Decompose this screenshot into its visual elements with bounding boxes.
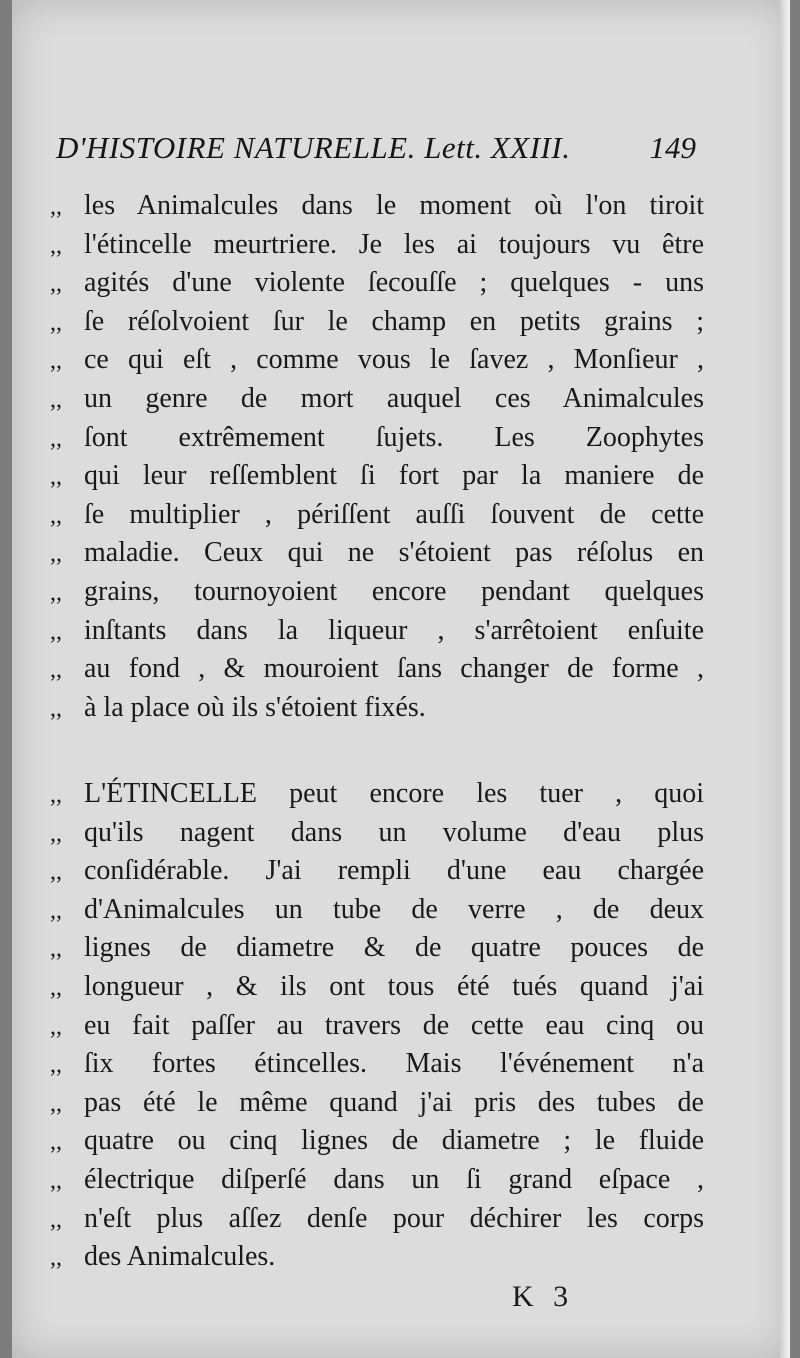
line-text: ſe multiplier , périſſent auſſi ſouvent de cette [84, 498, 704, 530]
quote-mark: ,, [50, 541, 62, 568]
line-text: conſidérable. J'ai rempli d'une eau chargée [84, 855, 704, 887]
line-text: quatre ou cinq lignes de diametre ; le fluide [84, 1125, 704, 1157]
line-text: agités d'une violente ſecouſſe ; quelques - uns [84, 267, 704, 299]
quote-mark: ,, [50, 1245, 62, 1272]
line-text: longueur , & ils ont tous été tués quand j'ai [84, 971, 704, 1002]
quote-mark: ,, [50, 194, 62, 220]
text-line [50, 190, 704, 228]
line-text: maladie. Ceux qui ne s'étoient pas réſolus en [84, 537, 704, 569]
quote-mark: ,, [50, 1052, 62, 1079]
running-header [56, 130, 696, 170]
quote-mark: ,, [50, 502, 62, 529]
line-text: eu fait paſſer au travers de cette eau cinq ou [84, 1009, 704, 1041]
text-line [50, 1203, 704, 1241]
text-line [50, 1010, 704, 1048]
text-line [50, 817, 704, 855]
text-line [50, 422, 704, 460]
quote-mark: ,, [50, 1129, 62, 1156]
quote-mark: ,, [50, 1090, 62, 1117]
line-text: qu'ils nagent dans un volume d'eau plus [84, 816, 704, 848]
line-text: ſix fortes étincelles. Mais l'événement n'a [84, 1048, 704, 1080]
text-line [50, 306, 704, 344]
line-text: les Animalcules dans le moment où l'on tiroit [84, 190, 704, 221]
text-line [50, 1125, 704, 1163]
quote-mark: ,, [50, 859, 62, 886]
text-line [50, 267, 704, 305]
line-text: électrique diſperſé dans un ſi grand eſpace , [84, 1164, 704, 1195]
line-text: ſont extrêmement ſujets. Les Zoophytes [84, 421, 704, 453]
quote-mark: ,, [50, 618, 62, 645]
quote-mark: ,, [50, 425, 62, 452]
paragraph-lead-word: L'ÉTINCELLE [84, 778, 257, 809]
text-line [50, 344, 704, 382]
line-text: ce qui eſt , comme vous le ſavez , Monſieur , [84, 344, 704, 376]
text-line [50, 971, 704, 1009]
text-line [50, 932, 704, 970]
quote-mark: ,, [50, 897, 62, 924]
quote-mark: ,, [50, 309, 62, 336]
text-line [50, 1241, 704, 1279]
text-line [50, 615, 704, 653]
page-number: 149 [649, 130, 696, 165]
quote-mark: ,, [50, 1013, 62, 1040]
quote-mark: ,, [50, 975, 62, 1001]
line-text-rest: peut encore les tuer , quoi [257, 778, 704, 809]
text-line [50, 1087, 704, 1125]
quote-mark: ,, [50, 580, 62, 606]
quote-mark: ,, [50, 820, 62, 847]
line-text: n'eſt plus aſſez denſe pour déchirer les corps [84, 1202, 704, 1234]
quote-mark: ,, [50, 348, 62, 375]
page-edge [780, 0, 790, 1358]
quote-mark: ,, [50, 464, 62, 491]
quote-mark: ,, [50, 695, 62, 722]
signature-mark: K 3 [512, 1280, 575, 1313]
running-title: D'HISTOIRE NATURELLE. Lett. XXIII. [56, 130, 571, 165]
text-line [50, 383, 704, 421]
text-line [50, 460, 704, 498]
text-line [50, 692, 704, 730]
quote-mark: ,, [50, 1206, 62, 1233]
quote-mark: ,, [50, 232, 62, 259]
text-line [50, 1048, 704, 1086]
text-line [50, 855, 704, 893]
text-line [50, 778, 704, 816]
quote-mark: ,, [50, 387, 62, 413]
quote-mark: ,, [50, 1168, 62, 1194]
line-text: lignes de diametre & de quatre pouces de [84, 932, 704, 964]
line-text: grains, tournoyoient encore pendant quelques [84, 576, 704, 607]
text-line [50, 576, 704, 614]
line-text [84, 778, 704, 810]
line-text: des Animalcules. [84, 1241, 276, 1273]
text-line [50, 894, 704, 932]
line-text: au fond , & mouroient ſans changer de forme , [84, 653, 704, 685]
quote-mark: ,, [50, 271, 62, 298]
line-text: pas été le même quand j'ai pris des tubes de [84, 1086, 704, 1118]
quote-mark: ,, [50, 782, 62, 808]
line-text: ſe réſolvoient ſur le champ en petits grains ; [84, 305, 704, 337]
text-line [50, 229, 704, 267]
line-text: qui leur reſſemblent ſi fort par la maniere de [84, 460, 704, 492]
quote-mark: ,, [50, 936, 62, 963]
line-text: l'étincelle meurtriere. Je les ai toujours vu être [84, 228, 704, 260]
text-line [50, 1164, 704, 1202]
line-text: à la place où ils s'étoient fixés. [84, 691, 426, 723]
line-text: un genre de mort auquel ces Animalcules [84, 383, 704, 414]
book-page [12, 0, 790, 1358]
text-line [50, 653, 704, 691]
text-line [50, 499, 704, 537]
line-text: inſtants dans la liqueur , s'arrêtoient enſuite [84, 614, 704, 646]
quote-mark: ,, [50, 657, 62, 684]
text-line [50, 537, 704, 575]
line-text: d'Animalcules un tube de verre , de deux [84, 893, 704, 925]
